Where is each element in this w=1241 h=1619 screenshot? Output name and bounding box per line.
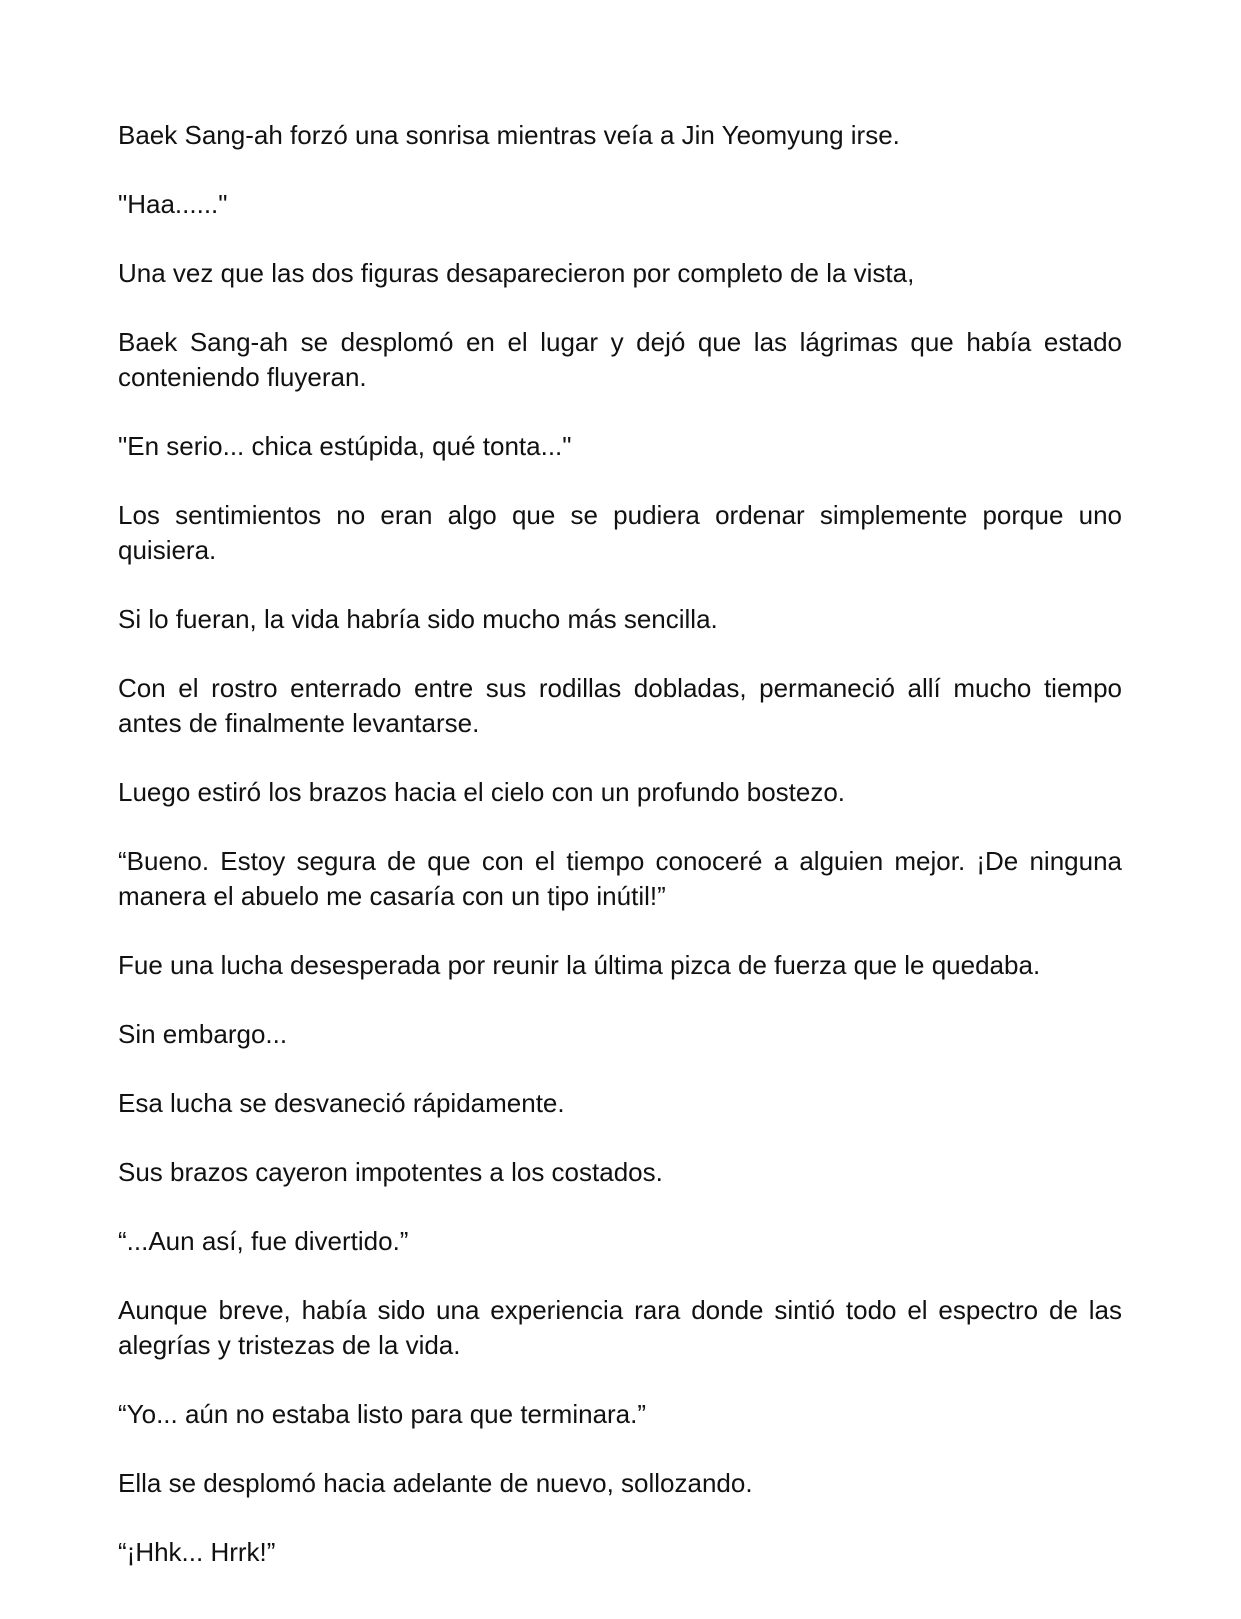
paragraph: Ella se desplomó hacia adelante de nuevo, sollozando. (118, 1468, 753, 1498)
paragraph: “...Aun así, fue divertido.” (118, 1226, 409, 1256)
paragraph: Si lo fueran, la vida habría sido mucho más sencilla. (118, 604, 718, 634)
paragraph: “¡Hhk... Hrrk!” (118, 1537, 276, 1567)
paragraph: Esa lucha se desvaneció rápidamente. (118, 1088, 565, 1118)
paragraph: Fue una lucha desesperada por reunir la última pizca de fuerza que le quedaba. (118, 950, 1041, 980)
paragraph: Una vez que las dos figuras desaparecieron por completo de la vista, (118, 258, 915, 288)
paragraph: “Yo... aún no estaba listo para que terminara.” (118, 1399, 647, 1429)
document-body (118, 118, 1122, 1570)
paragraph: Luego estiró los brazos hacia el cielo con un profundo bostezo. (118, 777, 846, 807)
paragraph: "Haa......" (118, 189, 228, 219)
paragraph: Sus brazos cayeron impotentes a los costados. (118, 1157, 663, 1187)
paragraph: Sin embargo... (118, 1019, 288, 1049)
paragraph: Con el rostro enterrado entre sus rodillas dobladas, permaneció allí mucho tiempo antes de finalmente levantarse. (118, 673, 1122, 738)
paragraph: Los sentimientos no eran algo que se pudiera ordenar simplemente porque uno quisiera. (118, 500, 1122, 565)
paragraph: “Bueno. Estoy segura de que con el tiempo conoceré a alguien mejor. ¡De ninguna manera el abuelo me casaría con un tipo inútil!” (118, 846, 1122, 911)
paragraph: "En serio... chica estúpida, qué tonta..." (118, 431, 572, 461)
paragraph: Baek Sang-ah se desplomó en el lugar y dejó que las lágrimas que había estado conteniendo fluyeran. (118, 327, 1122, 392)
paragraph: Baek Sang-ah forzó una sonrisa mientras veía a Jin Yeomyung irse. (118, 120, 900, 150)
paragraph: Aunque breve, había sido una experiencia rara donde sintió todo el espectro de las alegrías y tristezas de la vida. (118, 1295, 1122, 1360)
